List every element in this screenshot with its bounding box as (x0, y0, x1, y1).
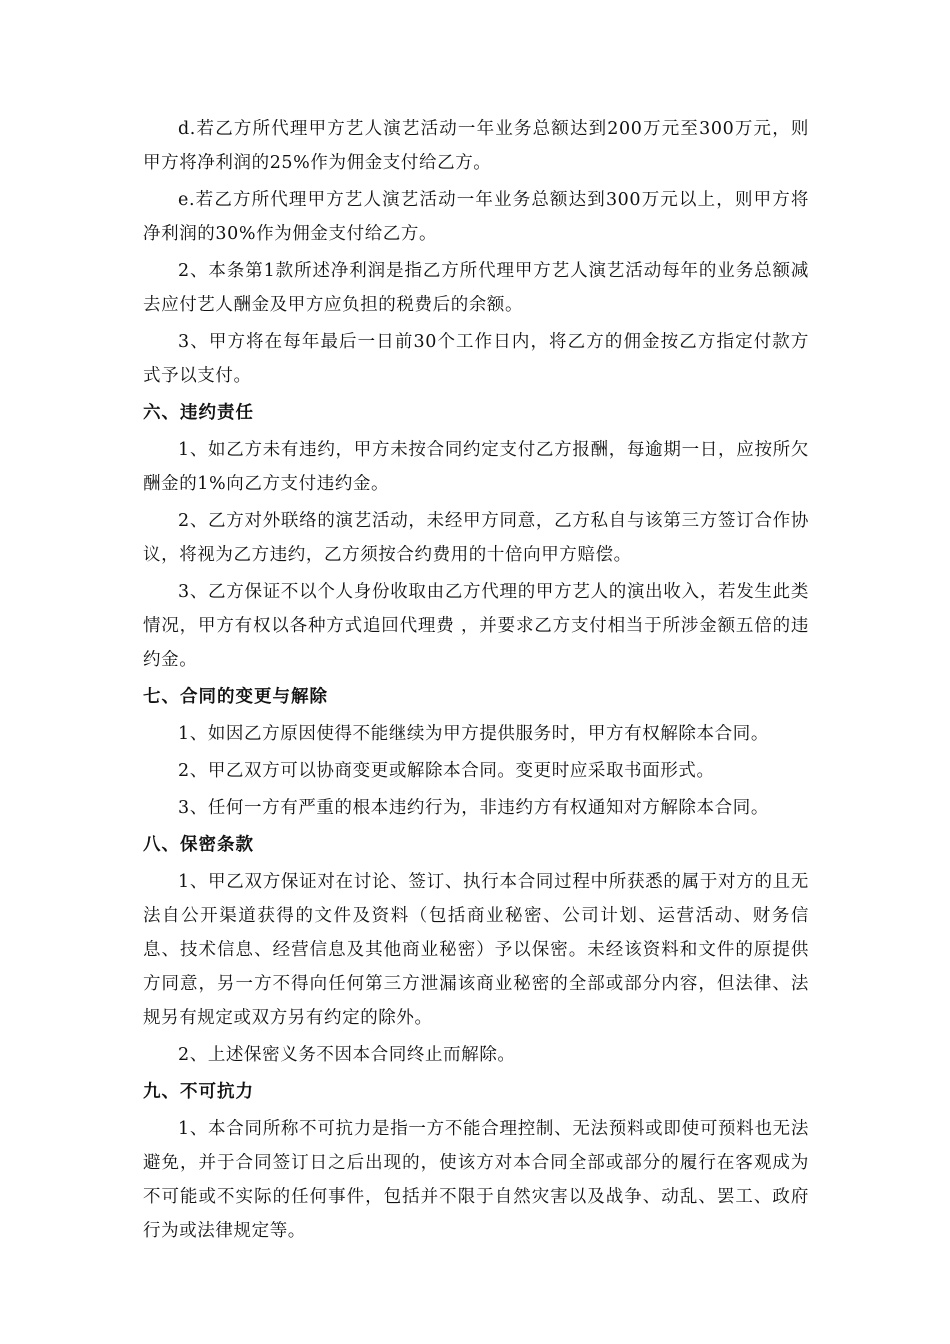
paragraph-force-majeure-1: 1、本合同所称不可抗力是指一方不能合理控制、无法预料或即使可预料也无法避免，并于合同签订日之后出现的，使该方对本合同全部或部分的履行在客观成为不可能或不实际的任何事件，包括并不限于自然灾害以及战争、动乱、罢工、政府行为或法律规定等。 (143, 1119, 809, 1241)
section-heading-confidentiality: 八、保密条款 (143, 835, 254, 855)
paragraph-liability-2: 2、乙方对外联络的演艺活动，未经甲方同意，乙方私自与该第三方签订合作协议，将视为乙方违约，乙方须按合约费用的十倍向甲方赔偿。 (143, 511, 809, 565)
paragraph-net-profit-definition: 2、本条第1款所述净利润是指乙方所代理甲方艺人演艺活动每年的业务总额减去应付艺人酬金及甲方应负担的税费后的余额。 (143, 261, 809, 315)
paragraph-liability-1: 1、如乙方未有违约，甲方未按合同约定支付乙方报酬，每逾期一日，应按所欠酬金的1%向乙方支付违约金。 (143, 440, 809, 494)
paragraph-confidentiality-2: 2、上述保密义务不因本合同终止而解除。 (178, 1045, 516, 1065)
paragraph-modification-1: 1、如因乙方原因使得不能继续为甲方提供服务时，甲方有权解除本合同。 (178, 724, 769, 744)
paragraph-payment-timing: 3、甲方将在每年最后一日前30个工作日内，将乙方的佣金按乙方指定付款方式予以支付。 (143, 332, 809, 386)
paragraph-liability-3: 3、乙方保证不以个人身份收取由乙方代理的甲方艺人的演出收入，若发生此类情况，甲方有权以各种方式追回代理费 ，并要求乙方支付相当于所涉金额五倍的违约金。 (143, 582, 809, 670)
paragraph-modification-3: 3、任何一方有严重的根本违约行为，非违约方有权通知对方解除本合同。 (178, 798, 769, 818)
section-heading-modification: 七、合同的变更与解除 (143, 687, 328, 707)
paragraph-confidentiality-1: 1、甲乙双方保证对在讨论、签订、执行本合同过程中所获悉的属于对方的且无法自公开渠道获得的文件及资料（包括商业秘密、公司计划、运营活动、财务信息、技术信息、经营信息及其他商业秘密）予以保密。未经该资料和文件的原提供方同意，另一方不得向任何第三方泄漏该商业秘密的全部或部分内容，但法律、法规另有规定或双方另有约定的除外。 (143, 872, 809, 1028)
section-heading-liability: 六、违约责任 (143, 403, 254, 423)
section-heading-force-majeure: 九、不可抗力 (143, 1082, 254, 1102)
document-page (143, 112, 809, 1248)
paragraph-commission-e: e.若乙方所代理甲方艺人演艺活动一年业务总额达到300万元以上，则甲方将净利润的30%作为佣金支付给乙方。 (143, 190, 809, 244)
paragraph-commission-d: d.若乙方所代理甲方艺人演艺活动一年业务总额达到200万元至300万元，则甲方将净利润的25%作为佣金支付给乙方。 (143, 119, 809, 173)
paragraph-modification-2: 2、甲乙双方可以协商变更或解除本合同。变更时应采取书面形式。 (178, 761, 715, 781)
